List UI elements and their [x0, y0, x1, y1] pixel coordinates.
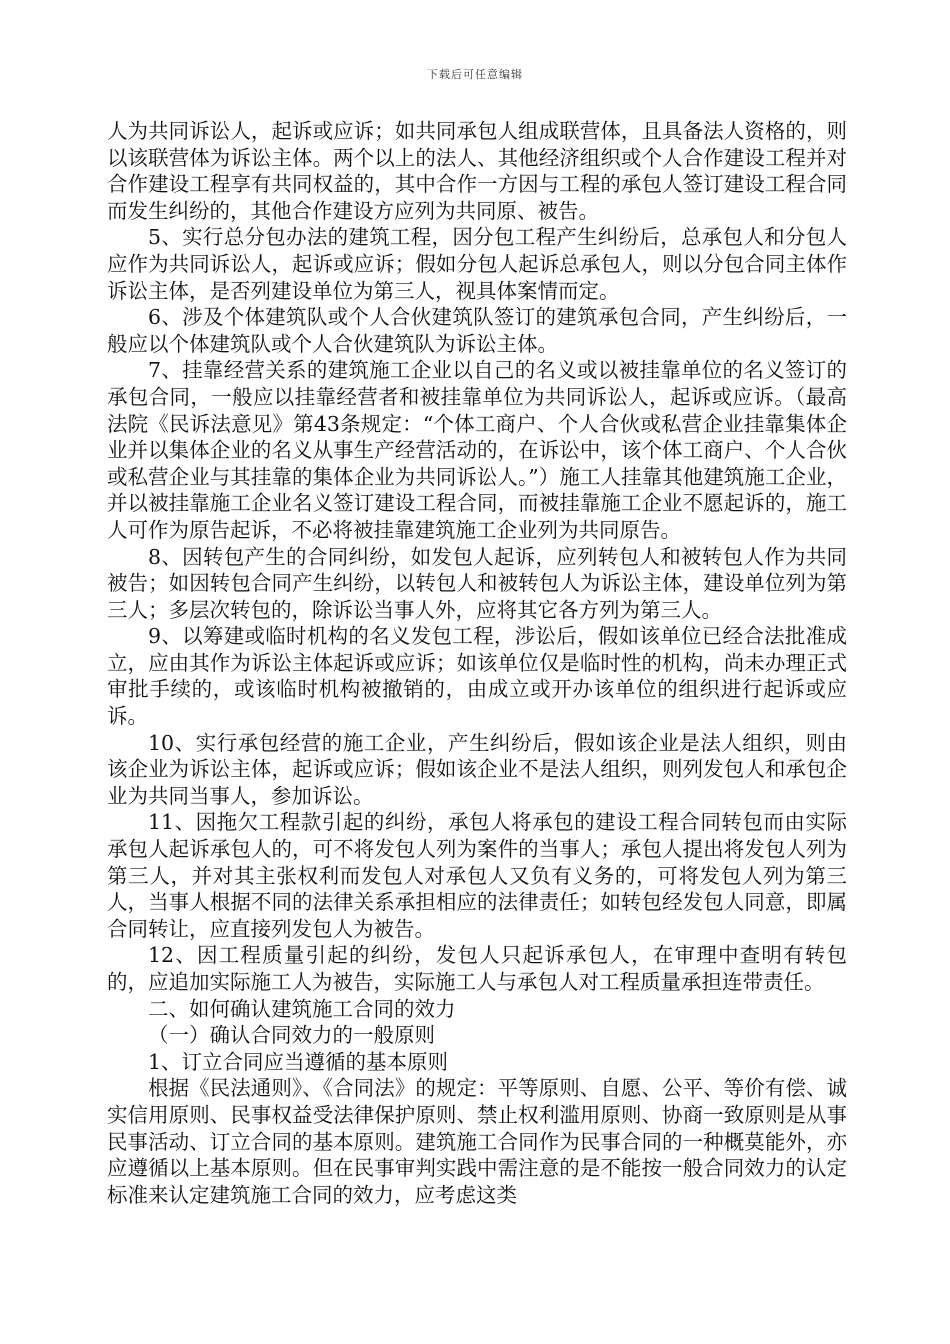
item-heading: 1、订立合同应当遵循的基本原则: [148, 1049, 449, 1074]
paragraph: 7、挂靠经营关系的建筑施工企业以自己的名义或以被挂靠单位的名义签订的承包合同，一般应以挂靠经营者和被挂靠单位为共同诉讼人，起诉或应诉。（最高法院《民诉法意见》第43条规定：“个体工商户、个人合伙或私营企业挂靠集体企业并以集体企业的名义从事生产经营活动的，在诉讼中，该个体工商户、个人合伙或私营企业与其挂靠的集体企业为共同诉讼人。”）施工人挂靠其他建筑施工企业，并以被挂靠施工企业名义签订建设工程合同，而被挂靠施工企业不愿起诉的，施工人可作为原告起诉，不必将被挂靠建筑施工企业列为共同原告。: [107, 358, 847, 542]
paragraph: 11、因拖欠工程款引起的纠纷，承包人将承包的建设工程合同转包而由实际承包人起诉承包人的，可不将发包人列为案件的当事人；承包人提出将发包人列为第三人，并对其主张权利而发包人对承包人又负有义务的，可将发包人列为第三人，当事人根据不同的法律关系承担相应的法律责任；如转包经发包人同意，即属合同转让，应直接列发包人为被告。: [107, 810, 847, 941]
paragraph: 9、以筹建或临时机构的名义发包工程，涉讼后，假如该单位已经合法批准成立，应由其作为诉讼主体起诉或应诉；如该单位仅是临时性的机构，尚未办理正式审批手续的，或该临时机构被撤销的，由成立或开办该单位的组织进行起诉或应诉。: [107, 624, 847, 729]
section-heading: 二、如何确认建筑施工合同的效力: [148, 996, 456, 1021]
paragraph: 人为共同诉讼人，起诉或应诉；如共同承包人组成联营体，且具备法人资格的，则以该联营体为诉讼主体。两个以上的法人、其他经济组织或个人合作建设工程并对合作建设工程享有共同权益的，其中合作一方因与工程的承包人签订建设工程合同而发生纠纷的，其他合作建设方应列为共同原、被告。: [107, 119, 847, 223]
page-header: 下载后可任意编辑: [427, 68, 523, 81]
paragraph: 8、因转包产生的合同纠纷，如发包人起诉，应列转包人和被转包人作为共同被告；如因转包合同产生纠纷，以转包人和被转包人为诉讼主体，建设单位列为第三人；多层次转包的，除诉讼当事人外，应将其它各方列为第三人。: [107, 544, 847, 622]
paragraph: 根据《民法通则》、《合同法》的规定：平等原则、自愿、公平、等价有偿、诚实信用原则、民事权益受法律保护原则、禁止权利滥用原则、协商一致原则是从事民事活动、订立合同的基本原则。建筑施工合同作为民事合同的一种概莫能外，亦应遵循以上基本原则。但在民事审判实践中需注意的是不能按一般合同效力的认定标准来认定建筑施工合同的效力，应考虑这类: [107, 1076, 847, 1207]
paragraph: 12、因工程质量引起的纠纷，发包人只起诉承包人，在审理中查明有转包的，应追加实际施工人为被告，实际施工人与承包人对工程质量承担连带责任。: [107, 943, 847, 994]
paragraph: 10、实行承包经营的施工企业，产生纠纷后，假如该企业是法人组织，则由该企业为诉讼主体，起诉或应诉；假如该企业不是法人组织，则列发包人和承包企业为共同当事人，参加诉讼。: [107, 730, 847, 808]
paragraph: 6、涉及个体建筑队或个人合伙建筑队签订的建筑承包合同，产生纠纷后，一般应以个体建筑队或个人合伙建筑队为诉讼主体。: [107, 305, 847, 356]
subsection-heading: （一）确认合同效力的一般原则: [148, 1023, 435, 1048]
paragraph: 5、实行总分包办法的建筑工程，因分包工程产生纠纷后，总承包人和分包人应作为共同诉讼人，起诉或应诉；假如分包人起诉总承包人，则以分包合同主体作诉讼主体，是否列建设单位为第三人，视具体案情而定。: [107, 225, 847, 303]
document-body: [107, 118, 847, 1208]
